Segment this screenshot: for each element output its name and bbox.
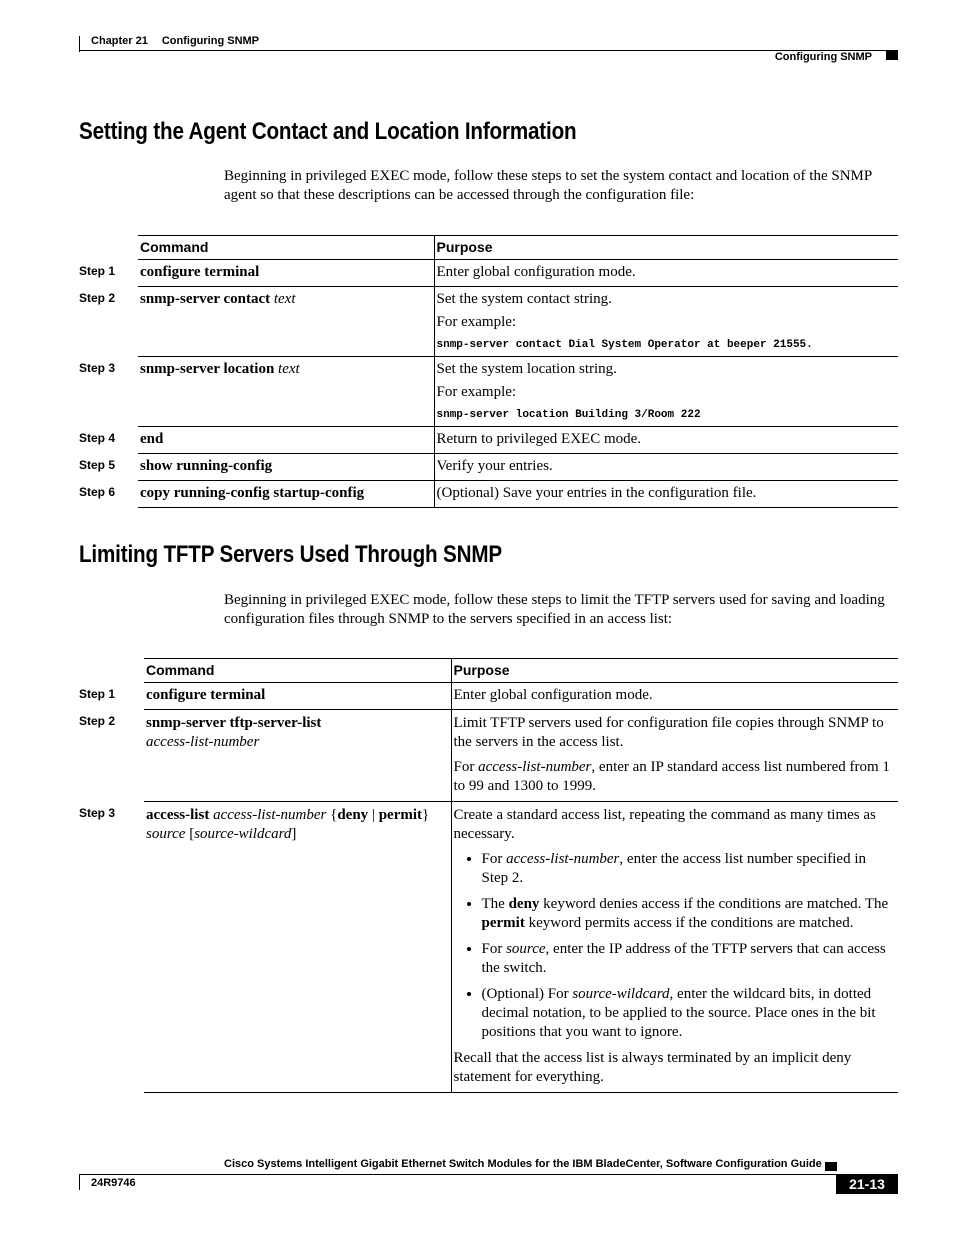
command-keyword: access-list	[146, 807, 210, 823]
example-label: For example:	[436, 384, 517, 400]
text-run: (Optional) For	[481, 986, 573, 1002]
footer-doc-number: 24R9746	[91, 1177, 136, 1189]
text-run: The	[481, 896, 509, 912]
command-cell: configure terminal	[138, 260, 434, 287]
command-cell: configure terminal	[144, 683, 451, 710]
text-run: , enter an IP standard access list numbered from 1 to 99 and 1300 to 1999.	[453, 759, 890, 794]
page-number: 21-13	[836, 1174, 898, 1194]
keyword-ref: deny	[508, 896, 540, 912]
running-header-chapter	[91, 35, 259, 47]
section-heading-tftp-servers: Limiting TFTP Servers Used Through SNMP	[79, 541, 502, 568]
text-run: keyword denies access if the conditions are matched. The	[539, 896, 889, 912]
purpose-cell: Enter global configuration mode.	[451, 683, 898, 710]
command-cell	[144, 802, 451, 1093]
step-label: Step 5	[79, 457, 116, 472]
chapter-title: Configuring SNMP	[161, 35, 260, 47]
example-code: snmp-server contact Dial System Operator at beeper 21555.	[436, 339, 813, 351]
command-keyword: snmp-server location	[140, 361, 275, 377]
purpose-text: Limit TFTP servers used for configuration file copies through SNMP to the servers in the access list.	[453, 715, 884, 750]
step-label: Step 2	[79, 713, 116, 728]
text-run: For	[481, 851, 507, 867]
command-cell	[138, 287, 434, 357]
column-header-command: Command	[138, 236, 434, 260]
command-cell	[138, 357, 434, 427]
table-row	[79, 260, 898, 287]
step-label: Step 6	[79, 484, 116, 499]
section-heading-agent-contact: Setting the Agent Contact and Location Information	[79, 118, 577, 145]
syntax-bracket: ]	[291, 826, 297, 842]
purpose-text: Set the system contact string.	[436, 291, 612, 307]
section-intro: Beginning in privileged EXEC mode, follow these steps to set the system contact and location of the SNMP agent so that these descriptions can be accessed through the configuration file:	[224, 168, 872, 203]
syntax-pipe: |	[371, 807, 375, 823]
command-argument: text	[273, 291, 296, 307]
table-row	[79, 683, 898, 710]
table-row	[79, 710, 898, 802]
list-item	[482, 940, 895, 978]
purpose-cell: Enter global configuration mode.	[434, 260, 898, 287]
keyword-ref: permit	[481, 915, 525, 931]
list-item	[482, 895, 895, 933]
list-item	[482, 985, 895, 1042]
text-run: For	[453, 759, 479, 775]
command-argument: access-list-number	[213, 807, 327, 823]
step-label: Step 3	[79, 805, 116, 820]
command-keyword: snmp-server contact	[140, 291, 271, 307]
table-row	[79, 802, 898, 1093]
procedure-table-contact-location	[79, 235, 898, 508]
table-row	[79, 427, 898, 454]
purpose-cell	[451, 802, 898, 1093]
purpose-cell	[434, 287, 898, 357]
footer-marker	[825, 1162, 837, 1171]
syntax-brace: }	[422, 807, 430, 823]
command-argument: source-wildcard	[194, 826, 292, 842]
purpose-cell: Return to privileged EXEC mode.	[434, 427, 898, 454]
syntax-bracket: [	[189, 826, 195, 842]
purpose-text: Create a standard access list, repeating the command as many times as necessary.	[453, 807, 876, 842]
step-label: Step 1	[79, 263, 116, 278]
column-header-purpose: Purpose	[451, 659, 898, 683]
header-marker	[886, 51, 898, 60]
column-header-command: Command	[144, 659, 451, 683]
step-label: Step 1	[79, 686, 116, 701]
table-header-row	[79, 659, 898, 683]
table-row	[79, 357, 898, 427]
table-header-row	[79, 236, 898, 260]
command-keyword: permit	[378, 807, 423, 823]
purpose-cell: Verify your entries.	[434, 454, 898, 481]
text-run: keyword permits access if the conditions are matched.	[524, 915, 854, 931]
footer-book-title: Cisco Systems Intelligent Gigabit Ethernet Switch Modules for the IBM BladeCenter, Software Configuration Guide	[224, 1158, 822, 1170]
purpose-cell	[434, 357, 898, 427]
step-label: Step 4	[79, 430, 116, 445]
command-keyword: deny	[337, 807, 369, 823]
step-label: Step 2	[79, 290, 116, 305]
footer-rule	[79, 1174, 836, 1175]
text-run: , enter the IP address of the TFTP servers that can access the switch.	[481, 941, 886, 976]
argument-ref: source-wildcard	[572, 986, 670, 1002]
running-header-section: Configuring SNMP	[774, 51, 872, 63]
command-keyword: snmp-server tftp-server-list	[146, 715, 322, 731]
command-cell: end	[138, 427, 434, 454]
text-run: , enter the access list number specified in Step 2.	[481, 851, 866, 886]
text-run: For	[481, 941, 507, 957]
command-cell: show running-config	[138, 454, 434, 481]
purpose-cell: (Optional) Save your entries in the configuration file.	[434, 481, 898, 508]
section-intro: Beginning in privileged EXEC mode, follow these steps to limit the TFTP servers used for saving and loading configuration files through SNMP to the servers specified in an access list:	[224, 592, 885, 627]
command-argument: text	[278, 361, 300, 377]
example-code: snmp-server location Building 3/Room 222	[436, 409, 701, 421]
table-row	[79, 454, 898, 481]
argument-ref: access-list-number	[506, 851, 620, 867]
command-argument: access-list-number	[146, 734, 260, 750]
argument-ref: access-list-number	[478, 759, 592, 775]
command-cell: copy running-config startup-config	[138, 481, 434, 508]
footer-rule-vertical	[79, 1174, 80, 1190]
argument-ref: source	[506, 941, 546, 957]
column-header-purpose: Purpose	[434, 236, 898, 260]
purpose-text: Set the system location string.	[436, 361, 617, 377]
table-row	[79, 481, 898, 508]
syntax-brace: {	[330, 807, 338, 823]
bullet-list	[454, 850, 895, 1042]
purpose-cell	[451, 710, 898, 802]
chapter-number: Chapter 21	[91, 35, 148, 47]
command-argument: source	[146, 826, 186, 842]
text-run: , enter the wildcard bits, in dotted decimal notation, to be applied to the source. Place ones in the bit positions that you want to ignore.	[481, 986, 876, 1040]
step-label: Step 3	[79, 360, 116, 375]
table-row	[79, 287, 898, 357]
command-cell	[144, 710, 451, 802]
purpose-note: Recall that the access list is always terminated by an implicit deny statement for everything.	[453, 1050, 852, 1085]
list-item	[482, 850, 895, 888]
procedure-table-tftp-servers	[79, 658, 898, 1093]
purpose-detail	[454, 758, 895, 796]
example-label: For example:	[436, 314, 517, 330]
